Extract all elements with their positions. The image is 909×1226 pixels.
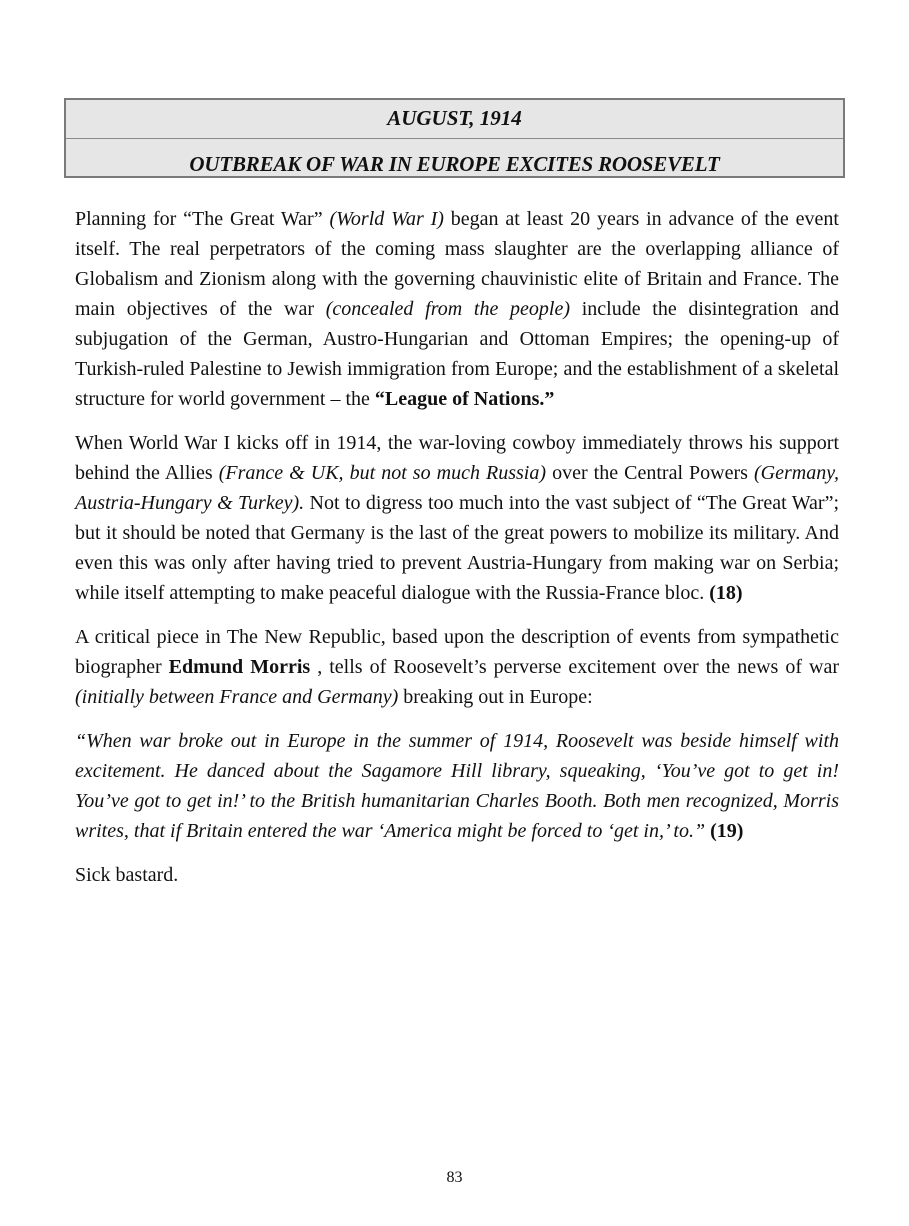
paragraph-new-republic: [75, 622, 839, 712]
chapter-header: [64, 98, 845, 178]
paragraph-ww1: [75, 428, 839, 608]
citation-19: (19): [710, 820, 744, 842]
text-run: Planning for “The Great War”: [75, 208, 330, 230]
author-name: Edmund Morris: [168, 656, 311, 678]
paragraph-great-war: [75, 204, 839, 414]
citation-18: (18): [709, 582, 743, 604]
body-text: [75, 204, 839, 904]
text-run: Not to digress too much into the vast subject of “The Great War”; but it should be noted that Germany is the last of the great powers to mobilize its military. And even this was only after having tried to prevent Austria-Hungary from making war on Serbia; while itself attempting to make peaceful dialogue with the Russia-France bloc.: [75, 492, 839, 604]
quote-text: “When war broke out in Europe in the summer of 1914, Roosevelt was beside himself with excitement. He danced about the Sagamore Hill library, squeaking, ‘You’ve got to get in! You’ve got to get in!’ to the British humanitarian Charles Booth. Both men recognized, Morris writes, that if Britain entered the war ‘America might be forced to ‘get in,’ to.”: [75, 730, 839, 842]
text-run-italic: (concealed from the people): [325, 298, 570, 320]
header-date: AUGUST, 1914: [387, 106, 522, 130]
text-run: began at least 20 years in advance of the event itself. The real perpetrators of the coming mass slaughter are the overlapping alliance of Globalism and Zionism along with the governing chauvinistic elite of Britain and France. The main objectives of the war: [75, 208, 839, 320]
text-run: breaking out in Europe:: [398, 686, 593, 708]
text-run-bold: “League of Nations.”: [374, 388, 555, 410]
header-divider: [66, 138, 843, 139]
text-run-italic: (France & UK, but not so much Russia): [218, 462, 547, 484]
text-run: A critical piece in The New Republic, based upon the description of events from sympathetic biographer: [75, 626, 839, 678]
header-title: OUTBREAK OF WAR IN EUROPE EXCITES ROOSEVELT: [189, 152, 720, 176]
text-run-italic: (World War I): [329, 208, 444, 230]
text-run: , tells of Roosevelt’s perverse excitement over the news of war: [310, 656, 839, 678]
page-number: 83: [446, 1169, 463, 1186]
text-run: When World War I kicks off in 1914, the war-loving cowboy immediately throws his support behind the Allies: [75, 432, 839, 484]
text-run: include the disintegration and subjugation of the German, Austro-Hungarian and Ottoman Empires; the opening-up of Turkish-ruled Palestine to Jewish immigration from Europe; and the establishment of a skeletal structure for world government – the: [75, 298, 839, 410]
text-run: over the Central Powers: [546, 462, 754, 484]
text-run-italic: (Germany, Austria-Hungary & Turkey).: [75, 462, 839, 514]
paragraph-quote: [75, 726, 839, 846]
paragraph-closing: Sick bastard.: [75, 864, 179, 886]
text-run-italic: (initially between France and Germany): [75, 686, 399, 708]
